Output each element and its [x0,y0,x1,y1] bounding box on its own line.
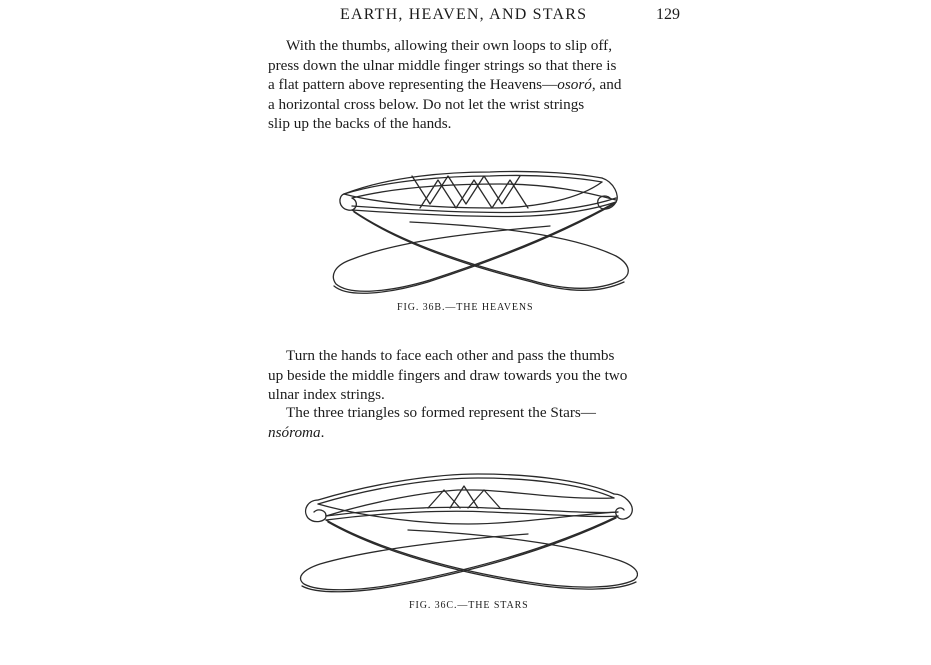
text-line: slip up the backs of the hands. [268,115,452,132]
running-title: EARTH, HEAVEN, AND STARS [340,6,588,23]
figure-caption-stars: FIG. 36C.—THE STARS [409,600,529,611]
text-line: a horizontal cross below. Do not let the wrist strings [268,95,585,113]
text-segment: . [320,423,325,441]
text-line: press down the ulnar middle finger strings so that there is [268,56,617,74]
native-term-nsoroma: nsóroma [268,423,321,441]
text-line: The three triangles so formed represent the Stars— [286,404,596,421]
figure-heavens-string-pattern [330,156,630,296]
text-segment: , and [591,76,622,93]
native-term-osoro: osoró [557,76,592,93]
text-line [268,75,684,95]
figure-caption-heavens: FIG. 36B.—THE HEAVENS [397,302,534,313]
paragraph-three-triangles [268,403,684,442]
page-number: 129 [656,6,680,23]
text-line [268,423,684,443]
figure-stars-string-pattern [298,464,638,594]
stars-string-drawing [298,464,638,594]
paragraph-thumbs-instruction [268,36,684,134]
text-line: With the thumbs, allowing their own loops to slip off, [286,37,613,54]
paragraph-turn-hands [268,346,684,405]
text-line: Turn the hands to face each other and pass the thumbs [286,347,615,364]
text-line: ulnar index strings. [268,386,385,403]
text-segment: a flat pattern above representing the Heavens— [268,76,558,93]
heavens-string-drawing [330,156,630,296]
text-line: up beside the middle fingers and draw towards you the two [268,366,628,384]
